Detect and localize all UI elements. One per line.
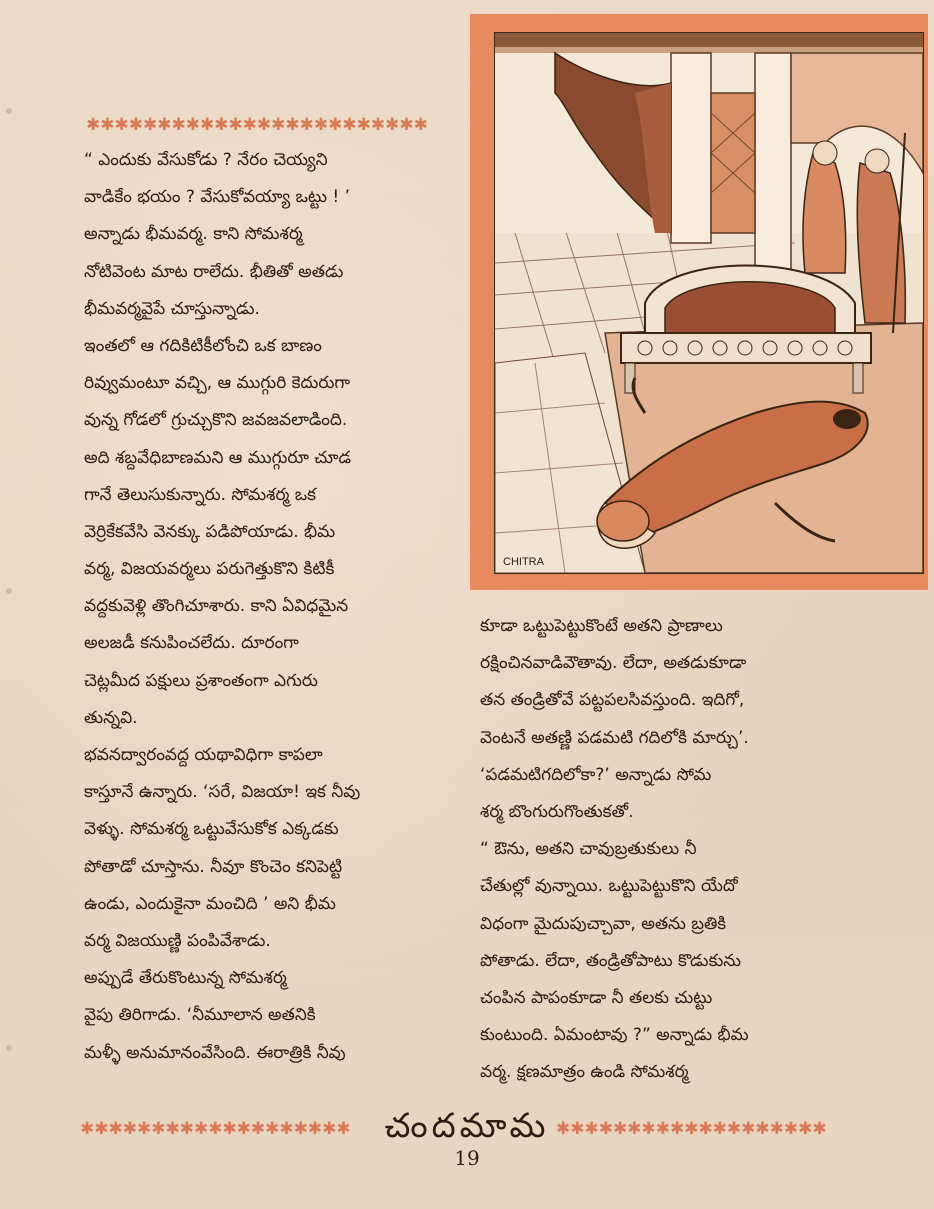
binding-hole	[6, 108, 12, 114]
text-line: భీమవర్మవైపే చూస్తున్నాడు.	[84, 298, 260, 319]
text-line: విధంగా మైదుపుచ్చావా, అతను బ్రతికి	[480, 913, 727, 934]
text-line: రివ్వుమంటూ వచ్చి, ఆ ముగ్గురి కెదురుగా	[84, 373, 351, 394]
text-line: వర్మ, విజయవర్మలు పరుగెత్తుకొని కిటికీ	[84, 559, 335, 580]
text-line: వెర్రికేకవేసి వెనక్కు పడిపోయాడు. భీమ	[84, 521, 336, 542]
text-line: భవనద్వారంవద్ద యథావిధిగా కాపలా	[84, 745, 323, 765]
text-line: ఉండు, ఎందుకైనా మంచిది ’ అని భీమ	[84, 893, 336, 914]
binding-hole	[6, 1045, 12, 1051]
text-line: తున్నవి.	[84, 707, 138, 728]
text-line: వర్మ. క్షణమాత్రం ఉండి సోమశర్మ	[480, 1062, 689, 1083]
text-line: చంపిన పాపంకూడా నీ తలకు చుట్టు	[480, 987, 713, 1008]
text-line: కూడా ఒట్టుపెట్టుకొంటే అతని ప్రాణాలు	[480, 616, 723, 636]
palace-scene-drawing	[495, 33, 923, 573]
text-line: చేతుల్లో వున్నాయి. ఒట్టుపెట్టుకొని యేదో	[480, 876, 738, 897]
text-line: చెట్లమీద పక్షులు ప్రశాంతంగా ఎగురు	[84, 670, 318, 691]
decorative-star-border: ✱✱✱✱✱✱✱✱✱✱✱✱✱✱✱✱✱✱✱✱✱✱✱✱	[86, 115, 428, 135]
text-line: వైపు తిరిగాడు. ‘నీమూలాన అతనికి	[84, 1005, 316, 1026]
right-text-column	[480, 608, 848, 1091]
text-line: కుంటుంది. ఏమంటావు ?” అన్నాడు భీమ	[480, 1025, 749, 1046]
text-line: మళ్ళీ అనుమానంవేసింది. ఈరాత్రికి నీవు	[84, 1042, 346, 1063]
text-line: నోటివెంట మాట రాలేదు. భీతితో అతడు	[84, 261, 344, 282]
text-line: అన్నాడు భీమవర్మ. కాని సోమశర్మ	[84, 224, 303, 245]
text-line: కాస్తూనే ఉన్నారు. ‘సరే, విజయా! ఇక నీవు	[84, 782, 361, 803]
decorative-star-border: ✱✱✱✱✱✱✱✱✱✱✱✱✱✱✱✱✱✱✱	[80, 1119, 351, 1139]
text-line: వద్దకువెళ్లి తొంగిచూశారు. కాని ఏవిధమైన	[84, 596, 349, 617]
page-number: 19	[454, 1146, 480, 1170]
text-line: రక్షించినవాడివౌతావు. లేదా, అతడుకూడా	[480, 653, 747, 674]
left-text-column	[84, 142, 456, 1072]
text-line: పోతాడో చూస్తాను. నీవూ కొంచెం కనిపెట్టి	[84, 856, 343, 877]
artist-signature: CHITRA	[503, 556, 544, 568]
text-line: గానే తెలుసుకున్నారు. సోమశర్మ ఒక	[84, 484, 317, 505]
magazine-title: చందమామ	[384, 1106, 550, 1146]
text-line: అప్పుడే తేరుకొంటున్న సోమశర్మ	[84, 968, 287, 989]
text-line: వెంటనే అతణ్ణి పడమటి గదిలోకి మార్చు’.	[480, 727, 749, 748]
text-line: వాడికేం భయం ? వేసుకోవయ్యా ఒట్టు ! ’	[84, 187, 351, 208]
text-line: ‘పడమటిగదిలోకా?’ అన్నాడు సోమ	[480, 764, 712, 785]
text-line: “ ఎందుకు వేసుకోడు ? నేరం చెయ్యని	[84, 150, 328, 170]
text-line: వర్మ విజయుణ్ణి పంపివేశాడు.	[84, 930, 271, 951]
text-line: తన తండ్రితోవే పట్టపలసివస్తుంది. ఇదిగో,	[480, 690, 745, 711]
text-line: అది శబ్దవేధిబాణమని ఆ ముగ్గురూ చూడ	[84, 447, 352, 468]
text-line: పోతాడు. లేదా, తండ్రితోపాటు కొడుకును	[480, 950, 742, 971]
text-line: వున్న గోడలో గ్రుచ్చుకొని జవజవలాడింది.	[84, 410, 348, 431]
story-illustration	[494, 32, 924, 574]
text-line: వెళ్ళు. సోమశర్మ ఒట్టువేసుకోక ఎక్కడకు	[84, 819, 339, 840]
decorative-star-border: ✱✱✱✱✱✱✱✱✱✱✱✱✱✱✱✱✱✱✱	[556, 1119, 827, 1139]
text-line: ఇంతలో ఆ గదికిటికీలోంచి ఒక బాణం	[84, 335, 322, 356]
text-line: “ ఔను, అతని చావుబ్రతుకులు నీ	[480, 839, 697, 860]
text-line: శర్మ బొంగురుగొంతుకతో.	[480, 801, 634, 822]
binding-hole	[6, 588, 12, 594]
text-line: అలజడీ కనుపించలేదు. దూరంగా	[84, 633, 299, 654]
